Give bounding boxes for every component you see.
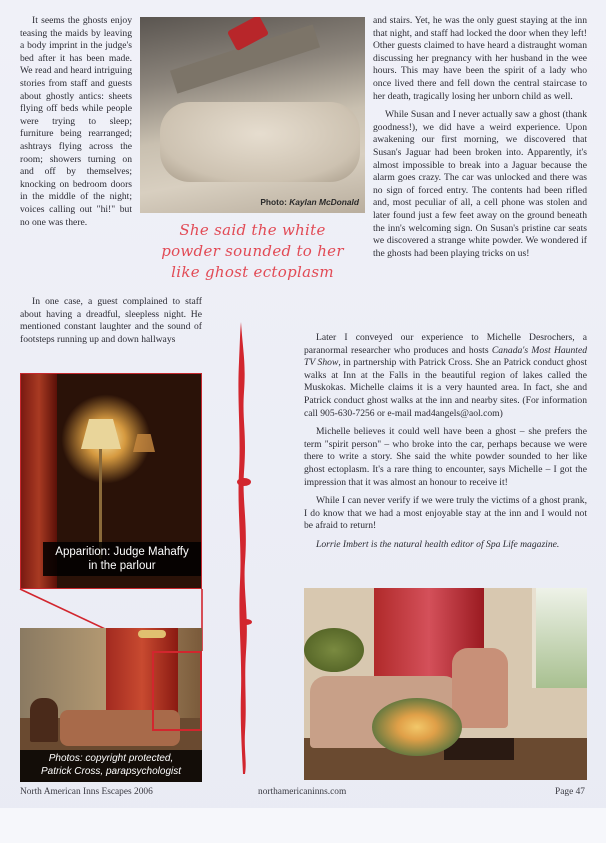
left-column-text [20,15,132,235]
right-column-text [373,15,587,266]
left-column-text-2 [20,296,202,352]
footer-page-number: Page 47 [555,787,585,797]
paragraph-guest-complaint: In one case, a guest complained to staff about having a dreadful, sleepless night. He mentioned constant laughter and the sound of footsteps running up and down hallways [20,296,202,345]
page-bottom-margin [0,808,606,843]
author-bio: Lorrie Imbert is the natural health editor of Spa Life magazine. [316,538,560,550]
pull-quote-line: powder sounded to her [161,242,344,260]
paragraph-spirit-person: Michelle believes it could well have been a ghost – she prefers the term "spirit person" – who broke into the car, perhaps because we were there to write a story. She said the white powder sounded to her like ghost ectoplasm. It's a rare thing to encounter, says Michelle – I got the impression that it was almost an honour to receive it! [304,426,587,488]
paragraph-verify: While I can never verify if we were truly the victims of a ghost prank, I do know that we had a most enjoyable stay at the inn and I would not be afraid to return! [304,495,587,532]
car-seat-photo [140,17,365,213]
red-drip-decoration [232,322,258,774]
paragraph-ghost-antics: It seems the ghosts enjoy teasing the maids by leaving a body imprint in the judge's bed after it has been made. We read and heard intriguing stories from staff and guests about ghostly antics: sheets flying off beds while people were trying to sleep; furniture being rearranged; ashtrays flying across the room; showers turning on and off by themselves; knocking on bedroom doors in the middle of the night; voices calling out "hi!" but no one was there. [20,15,132,228]
wide-column-text [304,332,587,558]
paragraph-stairs: and stairs. Yet, he was the only guest staying at the inn that night, and staff had locked the door when they left! Other guests claimed to have heard a distraught woman discussing her pregnancy with her husband in the wee hours. This may have been the spirit of a lady who once lived there and fell down the central staircase to her death, tragically losing her unborn child as well. [373,15,587,102]
paragraph-jaguar: While Susan and I never actually saw a ghost (thank goodness!), we did have a weird experience. Upon awakening our first morning, we discovered that Susan's Jaguar had been broken into. Apparently, it's almost impossible to break into a Jaguar because the alarm goes crazy. The car was unlocked and there was no sign of forced entry. The contents had been rifled and, most peculiar of all, a cell phone was stolen and later found just a few feet away on the ground beneath the inn's welcoming sign. On Susan's pristine car seats we discovered a strange white powder. We wondered if the ghosts had been playing tricks on us! [373,109,587,259]
pull-quote-line: like ghost ectoplasm [171,263,334,281]
pull-quote-line: She said the white [179,221,326,239]
living-room-photo [304,588,587,780]
footer-website: northamericaninns.com [258,787,347,797]
apparition-photo [20,373,202,589]
paragraph-michelle: Later I conveyed our experience to Michelle Desrochers, a paranormal researcher who produces and hosts Canada's Most Haunted TV Show, in partnership with Patrick Cross. She an Patrick conduct ghost walks at Inn at the Falls in the beautiful region of lakes called the Muskokas. Michelle claims it is a very haunted area. In fact, she and Patrick conduct ghost walks at the inn and nearby sites. (For information call 905-630-7256 or e-mail mad4angels@aol.com) [304,332,587,419]
footer-publication: North American Inns Escapes 2006 [20,787,153,797]
parlour-caption: Photos: copyright protected, Patrick Cross, parapsychologist [20,750,202,782]
photo-credit: Photo: Kaylan McDonald [260,197,359,207]
highlight-frame [152,651,202,731]
apparition-caption: Apparition: Judge Mahaffy in the parlour [43,542,201,576]
parlour-photo [20,628,202,782]
pull-quote [150,220,355,283]
